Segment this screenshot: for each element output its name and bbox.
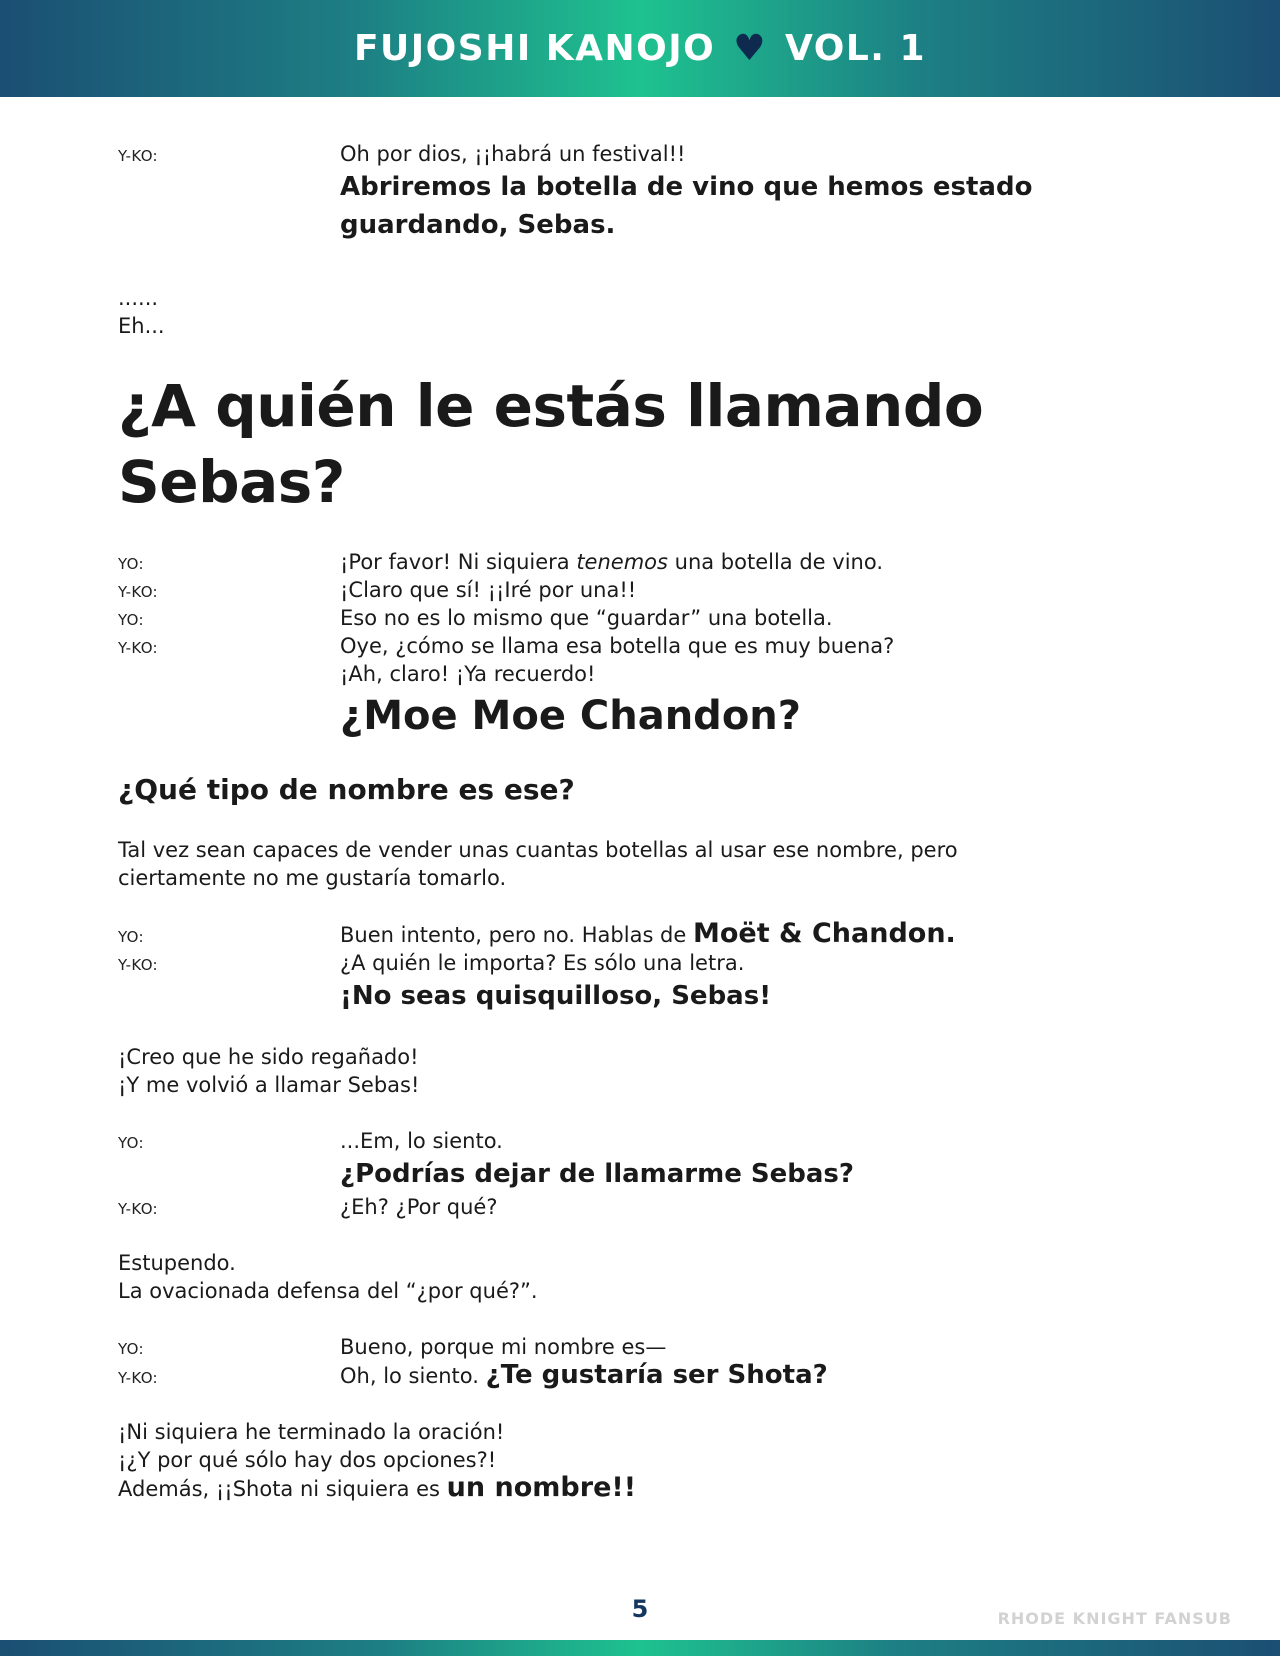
series-title: FUJOSHI KANOJO: [353, 28, 716, 69]
dialogue-text: Oh, lo siento. ¿Te gustaría ser Shota?: [340, 1360, 828, 1390]
speaker-label: YO:: [118, 555, 144, 573]
emphasis-text: Abriremos la botella de vino que hemos estado guardando, Sebas.: [340, 172, 1033, 240]
big-exclamation: ¿A quién le estás llamando Sebas?: [118, 372, 984, 516]
footer-bar: [0, 1640, 1280, 1656]
narration: ......: [118, 286, 159, 310]
emphasis-text: ¡No seas quisquilloso, Sebas!: [340, 981, 772, 1011]
emphasis-text: ¿Moe Moe Chandon?: [340, 693, 801, 739]
dialogue-text: Bueno, porque mi nombre es—: [340, 1335, 667, 1359]
subheading: ¿Qué tipo de nombre es ese?: [118, 773, 575, 806]
speaker-label: YO:: [118, 611, 144, 629]
dialogue-text: Oh por dios, ¡¡habrá un festival!!: [340, 142, 686, 166]
emphasis-text: Moët & Chandon.: [692, 918, 956, 949]
emphasis-text: ¿Te gustaría ser Shota?: [485, 1360, 828, 1390]
dialogue-line: [118, 576, 1118, 604]
dialogue-text: ¡Ah, claro! ¡Ya recuerdo!: [340, 662, 596, 686]
fansub-credit: RHODE KNIGHT FANSUB: [997, 1609, 1232, 1628]
header-title: [354, 28, 926, 69]
speaker-label: Y-KO:: [118, 639, 158, 657]
volume-label: VOL. 1: [785, 28, 927, 69]
dialogue-text: Buen intento, pero no. Hablas de Moët & Chandon.: [340, 918, 956, 949]
dialogue-text: ¿A quién le importa? Es sólo una letra.: [340, 951, 745, 975]
dialogue-text: ¡Por favor! Ni siquiera tenemos una botella de vino.: [340, 550, 884, 574]
emphasis-text: ¿Podrías dejar de llamarme Sebas?: [340, 1159, 854, 1189]
dialogue-text: Eso no es lo mismo que “guardar” una botella.: [340, 606, 833, 630]
dialogue-line: [118, 1361, 1118, 1390]
dialogue-text: Oye, ¿cómo se llama esa botella que es muy buena?: [340, 634, 895, 658]
narration: Eh...: [118, 314, 165, 338]
dialogue-line: [118, 1333, 1118, 1361]
dialogue-text: ...Em, lo siento.: [340, 1129, 503, 1153]
narration: Además, ¡¡Shota ni siquiera es un nombre!!: [118, 1472, 637, 1503]
speaker-label: YO:: [118, 1340, 144, 1358]
speaker-label: YO:: [118, 928, 144, 946]
speaker-label: Y-KO:: [118, 583, 158, 601]
dialogue-line: [118, 632, 1118, 660]
page-number: 5: [631, 1595, 649, 1623]
heart-icon: ♥: [733, 27, 768, 69]
narration: Tal vez sean capaces de vender unas cuantas botellas al usar ese nombre, pero ciertamente no me gustaría tomarlo.: [118, 838, 958, 890]
narration: ¡Ni siquiera he terminado la oración!: [118, 1420, 505, 1444]
speaker-label: Y-KO:: [118, 1369, 158, 1387]
narration: ¡Creo que he sido regañado!: [118, 1045, 419, 1069]
dialogue-line: [118, 548, 1118, 576]
dialogue-text: ¿Eh? ¿Por qué?: [340, 1195, 498, 1219]
dialogue-line: [118, 920, 1118, 949]
dialogue-line: [118, 140, 1118, 168]
dialogue-line: [118, 604, 1118, 632]
dialogue-line: [118, 1193, 1118, 1221]
italic-word: tenemos: [576, 550, 668, 574]
narration: La ovacionada defensa del “¿por qué?”.: [118, 1279, 538, 1303]
emphasis-text: un nombre!!: [446, 1472, 637, 1503]
speaker-label: Y-KO:: [118, 1200, 158, 1218]
narration: ¡Y me volvió a llamar Sebas!: [118, 1073, 420, 1097]
page-header: [0, 0, 1280, 97]
dialogue-line: [118, 949, 1118, 977]
speaker-label: Y-KO:: [118, 956, 158, 974]
dialogue-line: [118, 1127, 1118, 1155]
speaker-label: Y-KO:: [118, 147, 158, 165]
narration: ¡¿Y por qué sólo hay dos opciones?!: [118, 1448, 497, 1472]
speaker-label: YO:: [118, 1134, 144, 1152]
dialogue-text: ¡Claro que sí! ¡¡Iré por una!!: [340, 578, 637, 602]
narration: Estupendo.: [118, 1251, 236, 1275]
page-content: [118, 140, 1118, 1503]
